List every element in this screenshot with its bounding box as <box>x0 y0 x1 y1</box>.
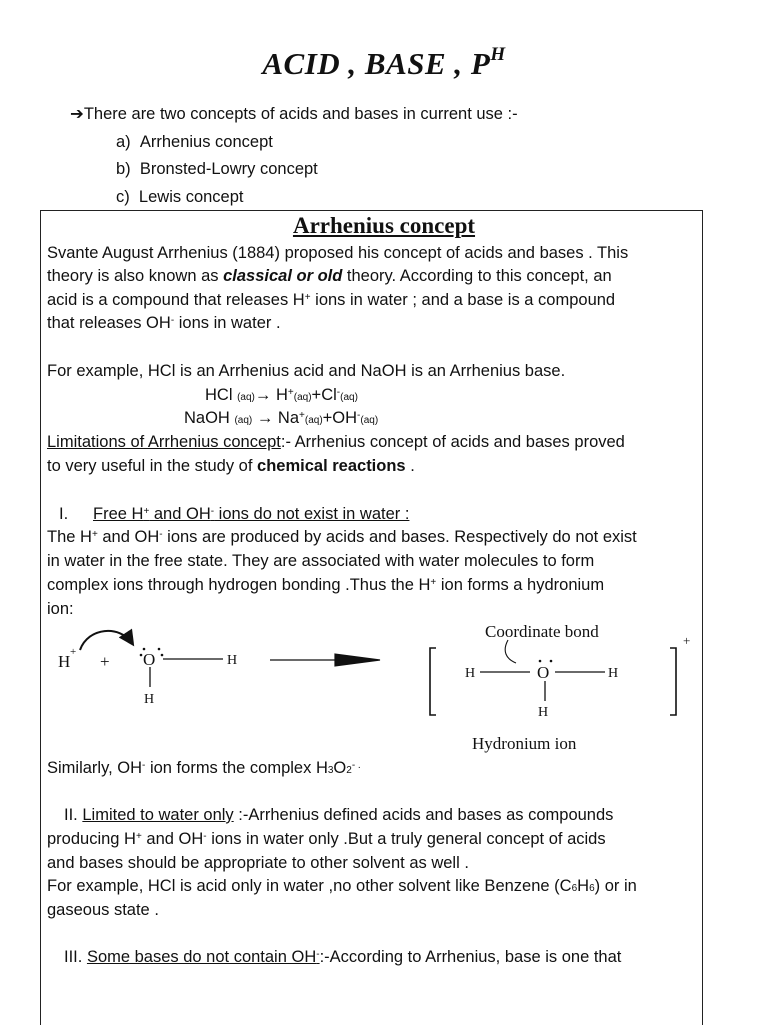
intro-line <box>70 103 518 125</box>
text-line: acid is a compound that releases H+ ions in water ; and a base is a compound <box>47 291 616 309</box>
svg-text:O: O <box>537 663 550 682</box>
electron-arrow <box>80 631 132 650</box>
equation-naoh: NaOH $_{(aq)} \to Na^+_{(aq)}+OH^-_{(aq)}$ <box>184 409 379 427</box>
text-line: The H+ and OH- ions are produced by acids and bases. Respectively do not exist <box>47 528 637 546</box>
page-title: ACID , BASE , $P^H$ <box>262 44 506 81</box>
text-line: Svante August Arrhenius (1884) proposed his concept of acids and bases . This <box>47 244 629 262</box>
text-line: producing H+ and OH- ions in water only .But a truly general concept of acids <box>47 830 606 848</box>
reaction-arrow <box>270 654 380 666</box>
section-title: Arrhenius concept <box>292 213 476 238</box>
equation-hcl: HCl $_{(aq)}\to H^+_{(aq)}+Cl^-_{(aq)}$ <box>205 386 358 404</box>
text-line: II. Limited to water only :-Arrhenius defined acids and bases as compounds <box>64 806 614 824</box>
hydronium-diagram <box>40 615 700 760</box>
svg-text:H: H <box>608 666 619 681</box>
text-line: in water in the free state. They are associated with water molecules to form <box>47 552 595 570</box>
text-line: III. Some bases do not contain OH-:-According to Arrhenius, base is one that <box>64 948 622 966</box>
arrow-icon: ➔ <box>70 105 84 123</box>
text-line: to very useful in the study of chemical reactions . <box>47 457 415 475</box>
item-heading: Some bases do not contain OH- <box>86 948 320 966</box>
text-line: complex ions through hydrogen bonding .Thus the H+ ion forms a hydronium <box>47 576 605 594</box>
list-item: a) Arrhenius concept <box>116 133 273 151</box>
coordinate-bond-label: Coordinate bond <box>485 622 599 641</box>
text-line: gaseous state . <box>47 901 159 919</box>
svg-text:+: + <box>70 646 77 658</box>
svg-text:H: H <box>538 705 549 720</box>
hydronium-label: Hydronium ion <box>472 734 577 753</box>
item-number: I. <box>59 505 69 523</box>
svg-text:H: H <box>144 692 155 707</box>
text-line: Similarly, OH- ion forms the complex $H_3O_2^{- .}$ <box>47 759 361 777</box>
text-line: that releases OH- ions in water . <box>47 314 281 332</box>
text-line: ion: <box>47 600 74 618</box>
title-superscript: H <box>490 44 506 65</box>
item-heading: Limited to water only <box>82 806 234 824</box>
svg-text:+: + <box>100 652 110 671</box>
svg-text:H: H <box>465 666 476 681</box>
intro-text: There are two concepts of acids and bases in current use :- <box>83 105 518 123</box>
list-item: b) Bronsted-Lowry concept <box>116 160 318 178</box>
text-line: and bases should be appropriate to other solvent as well . <box>47 854 469 872</box>
oxygen-atom: O <box>143 650 156 669</box>
text-line: Limitations of Arrhenius concept:- Arrhenius concept of acids and bases proved <box>47 433 625 451</box>
text-line: For example, HCl is an Arrhenius acid and NaOH is an Arrhenius base. <box>47 362 566 380</box>
limitations-heading: Limitations of Arrhenius concept <box>47 433 281 451</box>
text-line: For example, HCl is acid only in water ,no other solvent like Benzene $(C_6H_6)$ or in <box>47 877 637 895</box>
item-heading: Free H+ and OH- ions do not exist in water : <box>93 505 410 523</box>
text-line: theory is also known as classical or old theory. According to this concept, an <box>47 267 612 285</box>
svg-text:+: + <box>683 633 691 648</box>
svg-text:H: H <box>227 653 238 668</box>
h-plus-label: H <box>58 652 71 671</box>
list-item: c) Lewis concept <box>116 188 244 206</box>
